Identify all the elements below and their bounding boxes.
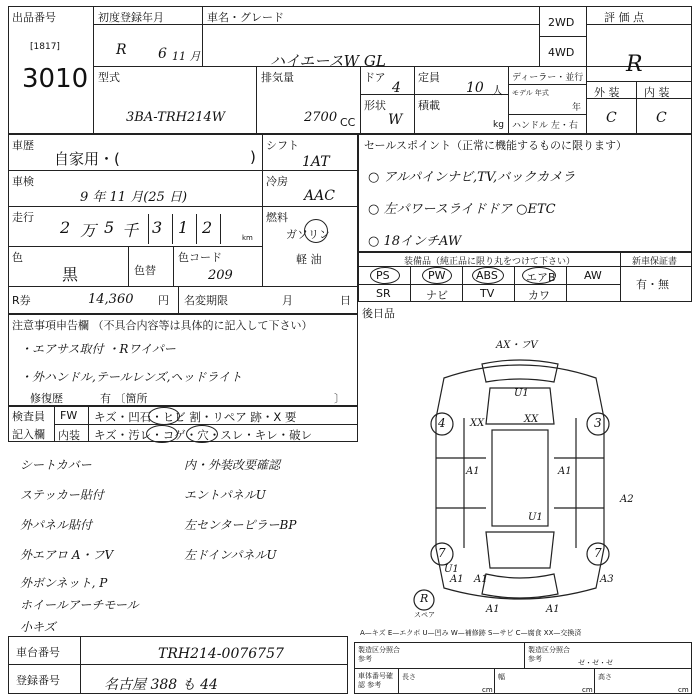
mark-rear-left: A1: [450, 574, 464, 585]
equipment-label: 装備品（純正品に限り丸をつけて下さい）: [404, 257, 576, 267]
capacity-value: 10: [466, 80, 484, 96]
remark-right: 左ドインパネルU: [184, 548, 277, 562]
equip-airbag: エアB: [526, 271, 556, 284]
remark-left: ホイールアーチモール: [20, 598, 139, 612]
displacement-value: 2700: [304, 110, 338, 125]
mileage-digit: 万: [80, 221, 97, 240]
remark-left: 小キズ: [20, 620, 56, 634]
mark-fr-tire: 3: [594, 416, 602, 430]
model-name: ハイエースW GL: [270, 52, 386, 70]
damage-legend: A—キズ E—エクボ U—凹み W—補修跡 S—サビ C—腐食 XX—交換済: [360, 629, 582, 637]
interior-label: 内 装: [644, 86, 670, 99]
length-label: 長さ: [402, 673, 416, 681]
load-label: 積載: [418, 99, 440, 112]
color-value: 黒: [62, 265, 79, 284]
recycle-unit: 円: [158, 294, 169, 307]
displacement-unit: CC: [340, 116, 356, 129]
fw-chip-circle: [148, 407, 180, 425]
mark-bottom-right: A1: [546, 604, 560, 615]
repair-close: 〕: [334, 392, 345, 405]
sales-points-label: セールスポイント（正常に機能するものに限ります）: [364, 139, 628, 152]
equip-tv: TV: [480, 287, 495, 300]
inspection-value: 9 年 11 月(25 日): [80, 190, 188, 205]
equip-ps: PS: [376, 269, 390, 282]
remark-left: 外エアロ A・フV: [20, 548, 114, 562]
drive-4wd: 4WD: [548, 46, 575, 59]
remarks-area: [8, 442, 358, 634]
exterior-label: 外 装: [594, 86, 620, 99]
inspector-label-1: 検査員: [12, 410, 45, 423]
shape-label: 形状: [364, 99, 386, 112]
shape-value: W: [388, 112, 403, 128]
name-change-label: 名変期限: [184, 294, 228, 307]
model-year-unit: 年: [572, 103, 582, 113]
displacement-label: 排気量: [261, 71, 294, 84]
capacity-label: 定員: [418, 71, 440, 84]
fw-label: FW: [60, 409, 78, 422]
name-change-month: 月: [282, 294, 293, 307]
int-label: 内装: [58, 429, 80, 442]
mark-xx-center: XX: [524, 414, 539, 425]
mark-rl-tire: 7: [438, 546, 446, 560]
sales-point-item: ○ 18インチAW: [368, 234, 462, 249]
remark-left: 外ボンネット, P: [20, 576, 108, 590]
diagram-marks: [404, 340, 636, 619]
chassis-label: 車台番号: [16, 646, 60, 659]
doors-label: ドア: [364, 71, 386, 84]
mark-right-side: A1: [558, 466, 572, 477]
mileage-digits: [60, 214, 236, 244]
color-change-label: 色替: [134, 264, 156, 277]
load-unit: kg: [493, 120, 504, 130]
grade-label: 評 価 点: [604, 11, 644, 24]
remark-left: ステッカー貼付: [20, 488, 104, 502]
fuel-gas-circle: [304, 219, 328, 243]
mileage-digit: 3: [152, 218, 163, 237]
grade-value: R: [626, 52, 643, 77]
mileage-digit: 2: [60, 218, 71, 237]
inspection-label: 車検: [12, 175, 34, 188]
name-change-day: 日: [340, 294, 351, 307]
equip-aw: AW: [584, 269, 602, 282]
int-items: キズ・汚レ・コゲ・穴・スレ・キレ・破レ: [94, 428, 313, 442]
recycle-label: R券: [12, 294, 31, 307]
mileage-digit: 5: [104, 218, 115, 237]
height-label: 高さ: [598, 673, 612, 681]
mark-rr-tire: 7: [594, 546, 602, 560]
model-code: 3BA-TRH214W: [126, 110, 226, 125]
remark-right: 内・外装改要確認: [184, 458, 281, 472]
mark-xx-left: XX: [470, 418, 485, 429]
mileage-label: 走行: [12, 211, 34, 224]
mark-top: AX・フV: [496, 340, 538, 351]
auction-sheet: [8, 6, 692, 694]
drive-2wd: 2WD: [548, 16, 575, 29]
check-right-value: ゼ・ゼ・ゼ: [578, 659, 613, 667]
model-year-label: モデル 年式: [512, 89, 549, 97]
equip-leather: カワ: [528, 289, 550, 302]
fuel-label: 燃料: [266, 211, 288, 224]
first-reg-year: 6: [158, 46, 167, 62]
color-code-label: 色コード: [178, 251, 222, 264]
first-reg-era: R: [116, 42, 127, 58]
dealer-label: ディーラー・並行: [512, 73, 584, 83]
notes-label: 注意事項申告欄 （不具合内容等は具体的に記入して下さい）: [12, 319, 313, 332]
fw-items: キズ・凹石・ヒビ 割・リペア 跡・X 要: [94, 410, 297, 424]
remark-left: シートカバー: [20, 458, 92, 472]
repair-label: 修復歴: [30, 392, 63, 405]
width-unit: cm: [582, 686, 593, 694]
notes-line: ・外ハンドル,テールレンズ,ヘッドライト: [20, 370, 243, 384]
mileage-digit: 千: [122, 221, 139, 240]
registration-value: 名古屋 388 も 44: [104, 677, 218, 693]
mark-hood: U1: [514, 388, 529, 399]
first-reg-label: 初度登録年月: [98, 11, 164, 24]
fuel-diesel: 軽 油: [296, 253, 322, 266]
remark-right: エントパネルU: [184, 488, 266, 502]
color-label: 色: [12, 251, 23, 264]
ac-value: AAC: [304, 188, 335, 204]
equip-airbag-circle: [522, 267, 556, 284]
check-left-label: 製造区分照合 参考: [358, 646, 400, 663]
chassis-value: TRH214-0076757: [158, 646, 284, 662]
mark-right-rear: A2: [620, 494, 634, 505]
mark-spare: R: [420, 592, 429, 605]
sales-point-item: ○ 左パワースライドドア ○ETC: [368, 202, 556, 217]
spare-label: スペア: [414, 611, 435, 619]
remark-left: 外パネル貼付: [20, 518, 93, 532]
mark-center: U1: [528, 512, 543, 523]
mark-rear-right: A3: [600, 574, 614, 585]
ac-label: 冷房: [266, 175, 288, 188]
remark-right: 左センターピラーBP: [184, 518, 297, 532]
mileage-unit: km: [242, 234, 253, 242]
notes-line: ・エアサス取付 ・Rワイパー: [20, 342, 176, 356]
handle-label: ハンドル 左・右: [512, 121, 578, 131]
inspector-label-2: 記入欄: [12, 428, 45, 441]
manual-label: 車体番号確認 参考: [358, 672, 393, 689]
history-close: ): [250, 148, 256, 166]
history-value: 自家用・(: [54, 150, 120, 168]
interior-grade: C: [656, 110, 667, 126]
mark-rear-u: U1: [444, 564, 459, 575]
recycle-value: 14,360: [88, 292, 134, 307]
fuel-gas: ガソリン: [286, 228, 330, 241]
capacity-unit: 人: [492, 84, 503, 97]
height-unit: cm: [678, 686, 689, 694]
registration-label: 登録番号: [16, 674, 60, 687]
mileage-digit: 2: [202, 218, 213, 237]
model-code-label: 型式: [98, 71, 120, 84]
mark-bottom-left: A1: [486, 604, 500, 615]
check-right-label: 製造区分照合 参考: [528, 646, 570, 663]
mark-left-side: A1: [466, 466, 480, 477]
mark-rear-center: A1: [474, 574, 488, 585]
shift-label: シフト: [266, 139, 299, 152]
color-code: 209: [208, 268, 233, 283]
shift-value: 1AT: [302, 154, 330, 170]
exterior-grade: C: [606, 110, 617, 126]
equip-pw-circle: [422, 267, 452, 284]
doors-value: 4: [392, 80, 401, 96]
repair-value: 有 〔箇所: [100, 392, 148, 405]
history-label: 車歴: [12, 139, 34, 152]
lot-number: 3010: [22, 64, 89, 94]
sales-point-item: ○ アルパインナビ,TV,バックカメラ: [368, 170, 576, 185]
int-burn-circle: [186, 425, 218, 443]
mileage-digit: 1: [178, 218, 189, 237]
postscript-label: 後日品: [362, 307, 395, 320]
equip-abs-circle: [472, 267, 504, 284]
equip-pw: PW: [428, 269, 446, 282]
model-name-label: 車名・グレード: [207, 11, 284, 24]
length-unit: cm: [482, 686, 493, 694]
width-label: 幅: [498, 673, 505, 681]
mark-fl-tire: 4: [438, 416, 446, 430]
equip-sr: SR: [376, 287, 391, 300]
equip-ps-circle: [370, 267, 400, 284]
new-warranty-label: 新車保証書: [632, 257, 678, 267]
listing-number-label: 出品番号: [12, 11, 56, 24]
lot-tag: [1817]: [30, 42, 60, 52]
equip-navi: ナビ: [426, 289, 448, 302]
equip-abs: ABS: [476, 269, 498, 282]
first-reg-month: 11 月: [172, 50, 201, 63]
int-stain-circle: [146, 425, 178, 443]
new-warranty-value: 有・無: [636, 278, 669, 291]
